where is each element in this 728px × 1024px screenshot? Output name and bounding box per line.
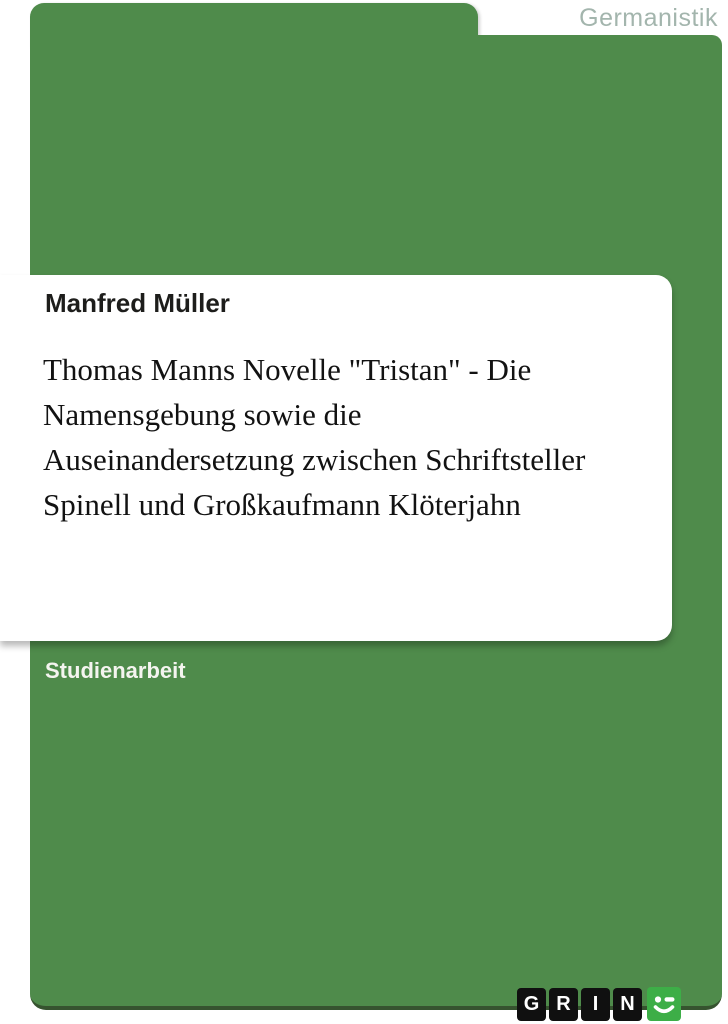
smiley-wink-icon bbox=[647, 987, 681, 1021]
book-title bbox=[43, 347, 663, 527]
grin-logo-letter-tile: R bbox=[549, 988, 578, 1021]
category-label: Germanistik bbox=[579, 4, 718, 32]
grin-logo-letter-tile: N bbox=[613, 988, 642, 1021]
grin-logo-letter-tile: I bbox=[581, 988, 610, 1021]
document-type-label: Studienarbeit bbox=[45, 658, 186, 683]
book-title-line: Spinell und Großkaufmann Klöterjahn bbox=[43, 487, 521, 522]
grin-logo bbox=[517, 988, 681, 1021]
book-title-line: Auseinandersetzung zwischen Schriftsteller bbox=[43, 442, 586, 477]
title-card bbox=[0, 275, 672, 641]
grin-logo-letter-tile: G bbox=[517, 988, 546, 1021]
book-title-line: Thomas Manns Novelle "Tristan" - Die bbox=[43, 352, 532, 387]
book-title-line: Namensgebung sowie die bbox=[43, 397, 362, 432]
author-name: Manfred Müller bbox=[45, 288, 230, 318]
